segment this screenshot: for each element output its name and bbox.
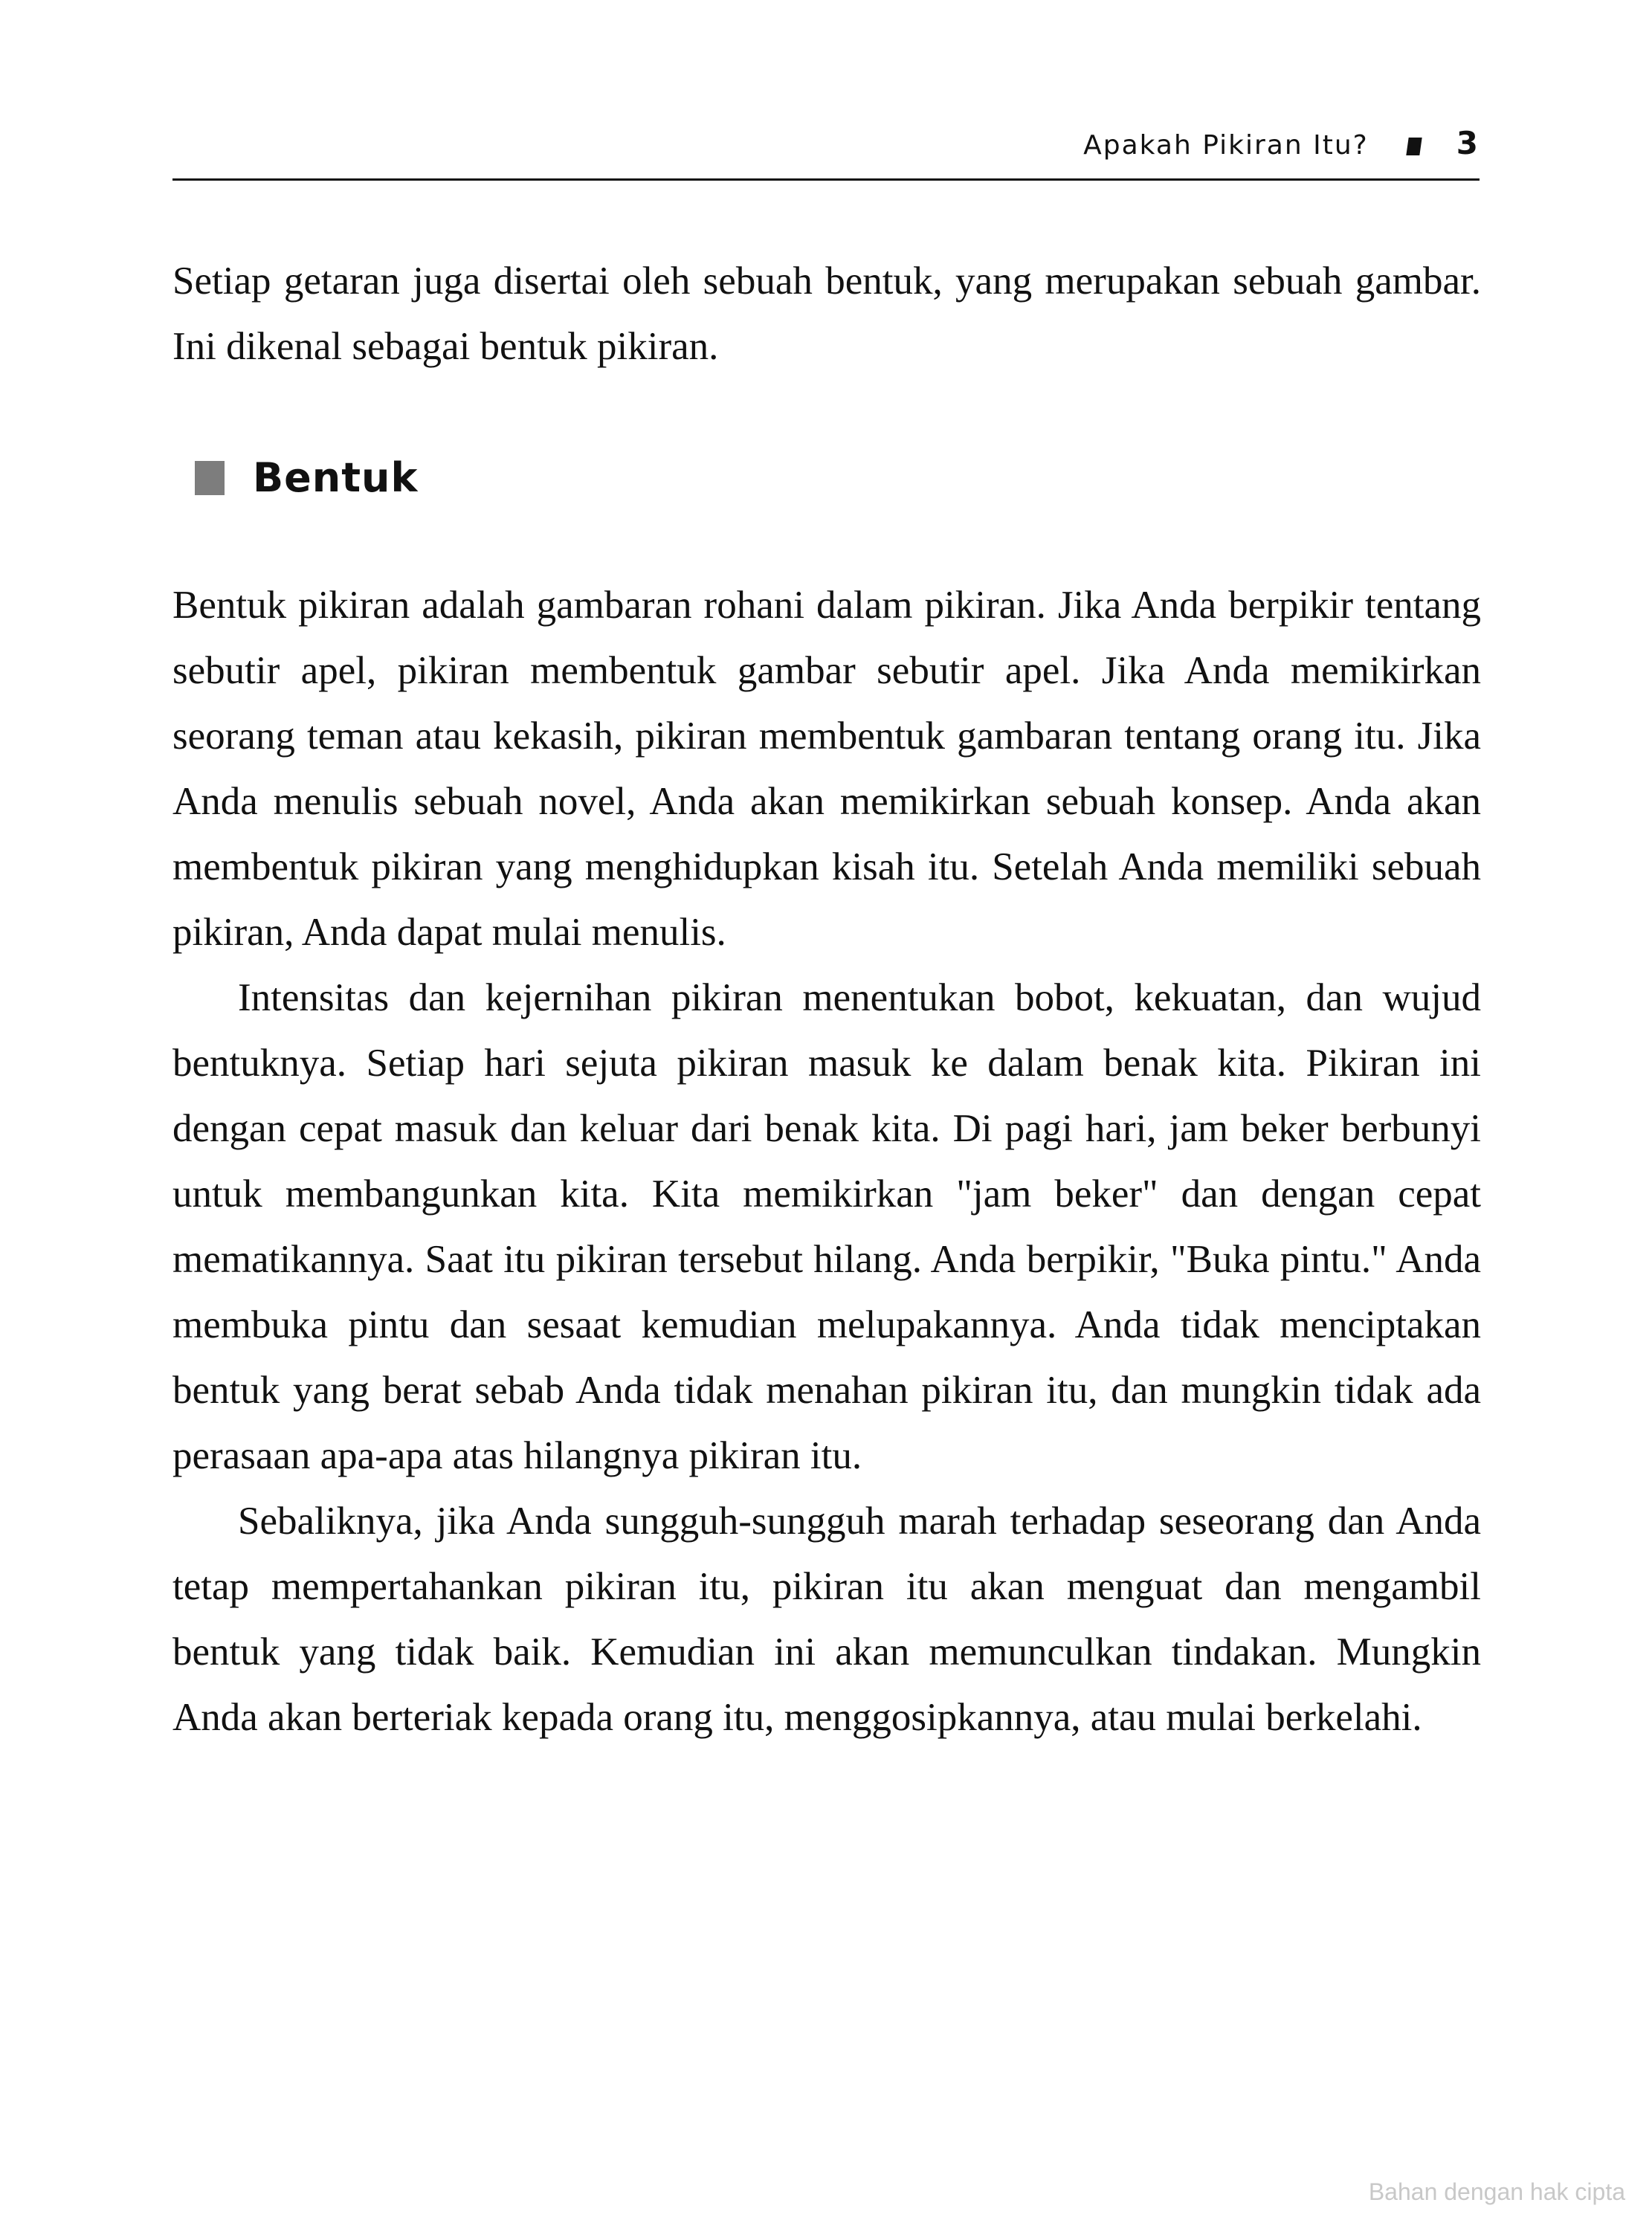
page-body xyxy=(172,248,1481,1750)
copyright-watermark: Bahan dengan hak cipta xyxy=(1368,2178,1625,2205)
page-number: 3 xyxy=(1456,125,1480,161)
square-bullet-icon xyxy=(1406,138,1422,155)
paragraph-2: Intensitas dan kejernihan pikiran menentukan bobot, kekuatan, dan wujud bentuknya. Setiap hari sejuta pikiran masuk ke dalam benak kita. Pikiran ini dengan cepat masuk dan keluar dari benak kita. Di pagi hari, jam beker berbunyi untuk membangunkan kita. Kita memikirkan "jam beker" dan dengan cepat mematikannya. Saat itu pikiran tersebut hilang. Anda berpikir, "Buka pintu." Anda membuka pintu dan sesaat kemudian melupakannya. Anda tidak menciptakan bentuk yang berat sebab Anda tidak menahan pikiran itu, dan mungkin tidak ada perasaan apa-apa atas hilangnya pikiran itu. xyxy=(172,976,1481,1477)
section-heading xyxy=(172,445,1481,512)
intro-paragraph: Setiap getaran juga disertai oleh sebuah bentuk, yang merupakan sebuah gambar. Ini dikenal sebagai bentuk pikiran. xyxy=(172,259,1481,368)
paragraph-3: Sebaliknya, jika Anda sungguh-sungguh marah terhadap seseorang dan Anda tetap mempertahankan pikiran itu, pikiran itu akan menguat dan mengambil bentuk yang tidak baik. Kemudian ini akan memunculkan tindakan. Mungkin Anda akan berteriak kepada orang itu, menggosipkannya, atau mulai berkelahi. xyxy=(172,1500,1481,1739)
square-marker-icon xyxy=(195,461,225,495)
paragraph-1: Bentuk pikiran adalah gambaran rohani dalam pikiran. Jika Anda berpikir tentang sebutir apel, pikiran membentuk gambar sebutir apel. Jika Anda memikirkan seorang teman atau kekasih, pikiran membentuk gambaran tentang orang itu. Jika Anda menulis sebuah novel, Anda akan memikirkan sebuah konsep. Anda akan membentuk pikiran yang menghidupkan kisah itu. Setelah Anda memiliki sebuah pikiran, Anda dapat mulai menulis. xyxy=(172,584,1481,954)
header-line xyxy=(1083,125,1480,161)
header-rule xyxy=(172,178,1480,181)
running-title: Apakah Pikiran Itu? xyxy=(1083,130,1369,161)
section-title: Bentuk xyxy=(253,454,419,501)
running-header xyxy=(172,125,1480,178)
